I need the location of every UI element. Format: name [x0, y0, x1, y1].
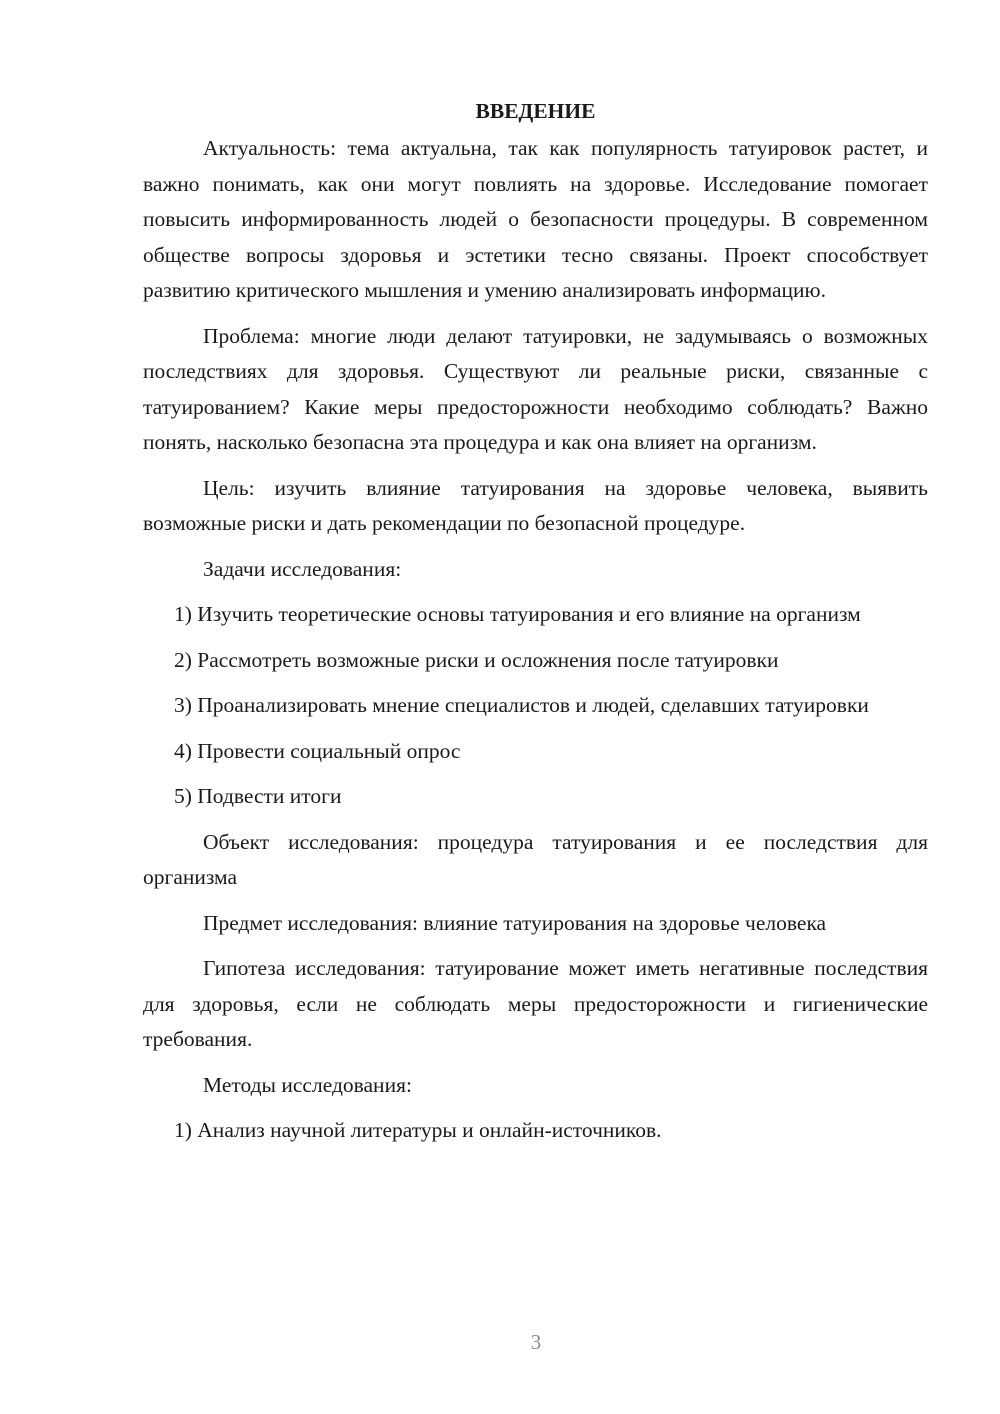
task-item: 1) Изучить теоретические основы татуирования и его влияние на организм — [174, 602, 861, 626]
task-item: 3) Проанализировать мнение специалистов и людей, сделавших татуировки — [174, 693, 869, 717]
task-item: 2) Рассмотреть возможные риски и осложнения после татуировки — [174, 647, 779, 672]
task-item: 5) Подвести итоги — [174, 784, 342, 808]
subject-paragraph: Предмет исследования: влияние татуирования на здоровье человека — [203, 910, 827, 935]
hypothesis-paragraph: Гипотеза исследования: татуирование может иметь негативные последствия для здоровья, если не соблюдать меры предосторожности и гигиенические требования. — [143, 956, 928, 1051]
goal-paragraph: Цель: изучить влияние татуирования на здоровье человека, выявить возможные риски и дать рекомендации по безопасной процедуре. — [143, 475, 928, 535]
relevance-paragraph: Актуальность: тема актуальна, так как популярность татуировок растет, и важно понимать, как они могут повлиять на здоровье. Исследование помогает повысить информированность людей о безопасности процедуры. В современном обществе вопросы здоровья и эстетики тесно связаны. Проект способствует развитию критического мышления и умению анализировать информацию. — [143, 136, 928, 302]
method-item: 1) Анализ научной литературы и онлайн-источников. — [174, 1118, 662, 1142]
tasks-heading: Задачи исследования: — [203, 556, 402, 581]
object-paragraph: Объект исследования: процедура татуирования и ее последствия для организма — [143, 829, 928, 889]
document-page — [143, 94, 928, 1159]
task-item: 4) Провести социальный опрос — [174, 738, 461, 763]
problem-paragraph: Проблема: многие люди делают татуировки, не задумываясь о возможных последствиях для здоровья. Существуют ли реальные риски, связанные с татуированием? Какие меры предосторожности необходимо соблюдать? Важно понять, насколько безопасна эта процедура и как она влияет на организм. — [143, 323, 928, 454]
section-heading: ВВЕДЕНИЕ — [475, 99, 596, 123]
methods-heading: Методы исследования: — [203, 1072, 412, 1097]
page-number: 3 — [530, 1330, 542, 1354]
